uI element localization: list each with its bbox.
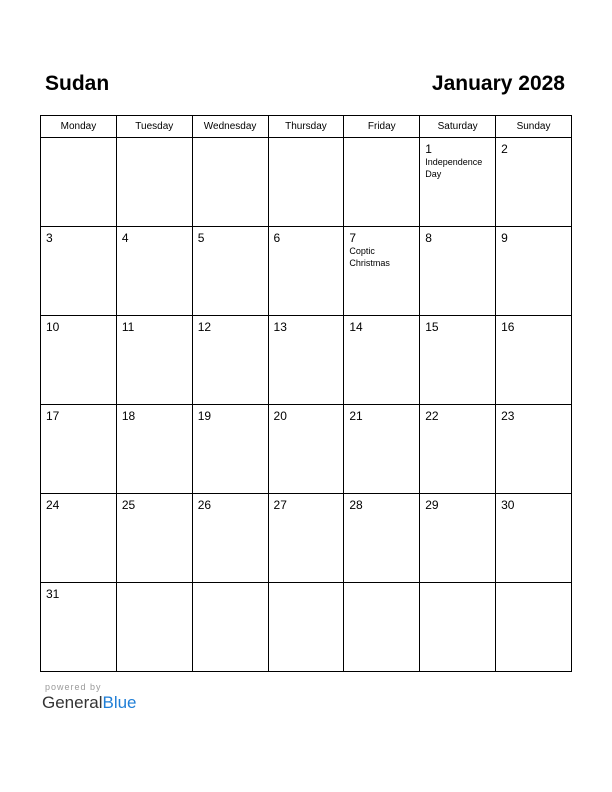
powered-by-text: powered by [45,682,102,692]
day-number: 4 [121,231,129,245]
day-number: 6 [273,231,281,245]
day-number: 28 [349,498,363,512]
calendar-day-cell [116,316,192,405]
calendar-day-cell [268,227,344,316]
calendar-day-cell [268,494,344,583]
day-number [193,583,268,587]
calendar-day-cell [41,227,117,316]
day-number: 20 [273,409,287,423]
day-number: 19 [197,409,212,423]
day-number [269,138,344,142]
calendar-day-cell [496,227,572,316]
calendar-day-cell [116,583,192,672]
calendar-day-cell [268,316,344,405]
day-number: 31 [46,587,60,601]
calendar-week-row [41,583,572,672]
calendar-day-cell [420,316,496,405]
calendar-day-cell [344,138,420,227]
day-number: 18 [121,409,136,423]
day-number: 8 [425,231,432,245]
calendar-day-cell [344,316,420,405]
calendar-month-title: January 2028 [431,72,565,95]
generalblue-logo[interactable] [42,693,137,713]
calendar-day-cell [420,405,496,494]
day-number [117,138,192,142]
day-number: 3 [46,231,53,245]
calendar-day-cell [192,583,268,672]
day-number: 15 [425,320,439,334]
day-number [496,583,571,587]
day-number [420,583,495,587]
weekday-header: Friday [344,116,420,138]
calendar-day-cell [420,138,496,227]
calendar-day-cell [192,494,268,583]
calendar-day-cell [420,227,496,316]
calendar-day-cell [496,405,572,494]
day-number [269,583,344,587]
calendar-day-cell [496,494,572,583]
calendar-body [41,138,572,672]
brand-general-text: General [42,693,103,712]
calendar-day-cell [192,405,268,494]
calendar-day-cell [268,138,344,227]
day-number: 13 [273,320,287,334]
calendar-week-row [41,316,572,405]
calendar-day-cell [116,227,192,316]
day-number [117,583,192,587]
day-number: 22 [425,409,439,423]
day-number: 29 [425,498,439,512]
weekday-header: Thursday [268,116,344,138]
day-number [344,138,419,142]
calendar-week-row [41,405,572,494]
calendar-week-row [41,227,572,316]
calendar-day-cell [192,227,268,316]
weekday-header: Saturday [420,116,496,138]
calendar-day-cell [344,583,420,672]
day-number: 27 [273,498,287,512]
calendar-day-cell [192,316,268,405]
day-number [193,138,268,142]
calendar-day-cell [41,494,117,583]
day-number: 24 [46,498,60,512]
weekday-header: Tuesday [116,116,192,138]
calendar-week-row [41,138,572,227]
weekday-header: Wednesday [192,116,268,138]
calendar-day-cell [116,494,192,583]
calendar-country-title: Sudan [45,72,110,95]
calendar-day-cell [496,316,572,405]
day-number: 21 [349,409,363,423]
calendar-day-cell [41,405,117,494]
calendar-day-cell [41,138,117,227]
calendar-day-cell [192,138,268,227]
holiday-label: Coptic Christmas [349,246,390,268]
calendar-grid [40,115,572,672]
day-number: 9 [501,231,508,245]
calendar-day-cell [41,316,117,405]
day-number: 11 [121,320,135,334]
day-number: 12 [197,320,212,334]
day-number: 17 [46,409,60,423]
day-number [344,583,419,587]
day-number: 2 [501,142,508,156]
weekday-header: Monday [41,116,117,138]
day-number: 7 [349,231,357,245]
weekday-header: Sunday [496,116,572,138]
calendar-day-cell [116,405,192,494]
calendar-day-cell [268,583,344,672]
day-number: 30 [501,498,515,512]
calendar-day-cell [116,138,192,227]
calendar-day-cell [344,227,420,316]
day-number: 16 [501,320,515,334]
holiday-label: Independence Day [425,157,483,179]
calendar-day-cell [496,138,572,227]
brand-blue-text: Blue [102,693,137,712]
day-number: 10 [46,320,60,334]
day-number: 25 [121,498,136,512]
calendar-day-cell [420,583,496,672]
calendar-day-cell [420,494,496,583]
day-number [41,138,116,142]
day-number: 26 [197,498,212,512]
calendar-day-cell [41,583,117,672]
calendar-day-cell [268,405,344,494]
calendar-week-row [41,494,572,583]
day-number: 5 [197,231,205,245]
weekday-header-row [41,116,572,138]
calendar-day-cell [344,405,420,494]
day-number: 1 [425,142,432,156]
day-number: 14 [349,320,363,334]
calendar-day-cell [344,494,420,583]
day-number: 23 [501,409,515,423]
calendar-day-cell [496,583,572,672]
